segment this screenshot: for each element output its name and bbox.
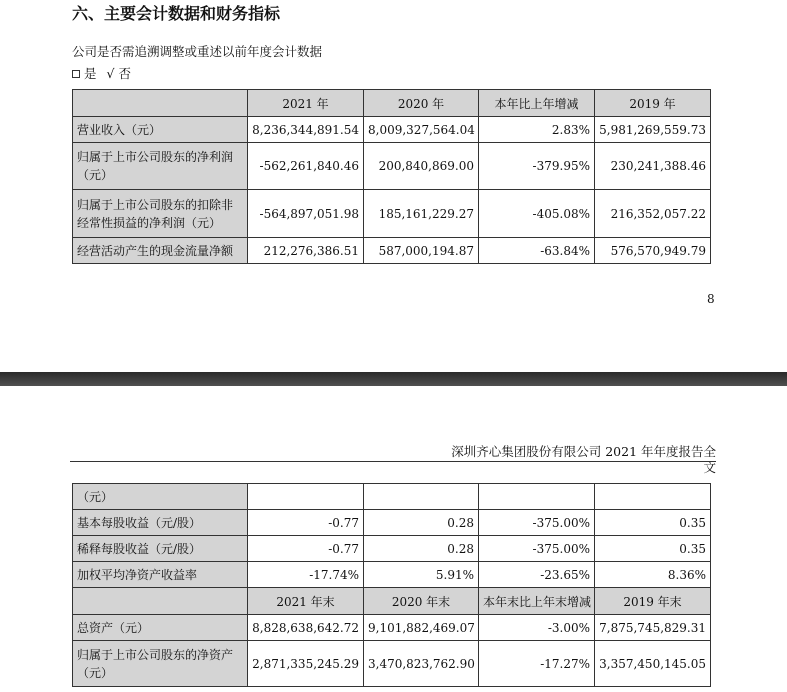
table-cell: 0.35 bbox=[595, 510, 711, 536]
header-cell: 本年比上年增减 bbox=[479, 90, 595, 117]
table-cell: 0.28 bbox=[364, 510, 479, 536]
table-cell: -63.84% bbox=[479, 238, 595, 264]
running-header: 深圳齐心集团股份有限公司 2021 年年度报告全文 bbox=[451, 444, 716, 475]
table-row bbox=[73, 143, 711, 190]
table-cell: 2,871,335,245.29 bbox=[248, 641, 364, 687]
table-row bbox=[73, 536, 711, 562]
row-label: 总资产（元） bbox=[73, 615, 248, 641]
row-label: 归属于上市公司股东的净资产（元） bbox=[73, 641, 248, 687]
table-cell: -564,897,051.98 bbox=[248, 190, 364, 238]
header-cell: 2021 年末 bbox=[248, 588, 364, 615]
table-cell: -375.00% bbox=[479, 510, 595, 536]
key-financials-table bbox=[72, 89, 711, 264]
table-row bbox=[73, 615, 711, 641]
header-cell: 2021 年 bbox=[248, 90, 364, 117]
header-rule bbox=[70, 461, 716, 462]
restate-options bbox=[72, 66, 131, 82]
table-cell: -17.27% bbox=[479, 641, 595, 687]
row-label: 归属于上市公司股东的净利润（元） bbox=[73, 143, 248, 190]
row-label: 加权平均净资产收益率 bbox=[73, 562, 248, 588]
header-cell: 2020 年 bbox=[364, 90, 479, 117]
row-label: 经营活动产生的现金流量净额 bbox=[73, 238, 248, 264]
check-mark-icon: √ bbox=[106, 66, 115, 81]
table-cell: 3,357,450,145.05 bbox=[595, 641, 711, 687]
page-divider bbox=[0, 372, 787, 386]
restate-question: 公司是否需追溯调整或重述以前年度会计数据 bbox=[72, 44, 323, 59]
table-cell: 5.91% bbox=[364, 562, 479, 588]
row-label: 基本每股收益（元/股） bbox=[73, 510, 248, 536]
table-cell: -0.77 bbox=[248, 510, 364, 536]
section-title: 六、主要会计数据和财务指标 bbox=[72, 4, 281, 23]
table-cell: 0.35 bbox=[595, 536, 711, 562]
table-cell: 200,840,869.00 bbox=[364, 143, 479, 190]
header-cell bbox=[73, 90, 248, 117]
table-cell: 7,875,745,829.31 bbox=[595, 615, 711, 641]
row-label: 归属于上市公司股东的扣除非经常性损益的净利润（元） bbox=[73, 190, 248, 238]
table-cell: 212,276,386.51 bbox=[248, 238, 364, 264]
header-cell: 本年末比上年末增减 bbox=[479, 588, 595, 615]
header-cell: 2019 年末 bbox=[595, 588, 711, 615]
table-header-row bbox=[73, 588, 711, 615]
table-cell: 0.28 bbox=[364, 536, 479, 562]
page-number: 8 bbox=[707, 292, 715, 306]
table-cell: 5,981,269,559.73 bbox=[595, 117, 711, 143]
table-cell: 3,470,823,762.90 bbox=[364, 641, 479, 687]
checkbox-yes[interactable] bbox=[72, 70, 80, 78]
table-cell: -23.65% bbox=[479, 562, 595, 588]
table-row bbox=[73, 562, 711, 588]
table-header-row bbox=[73, 90, 711, 117]
table-row bbox=[73, 484, 711, 510]
table-cell: -379.95% bbox=[479, 143, 595, 190]
header-cell: 2020 年末 bbox=[364, 588, 479, 615]
row-label: 营业收入（元） bbox=[73, 117, 248, 143]
table-cell: 8,009,327,564.04 bbox=[364, 117, 479, 143]
table-cell: 576,570,949.79 bbox=[595, 238, 711, 264]
option-yes-label: 是 bbox=[84, 66, 97, 81]
table-cell: -0.77 bbox=[248, 536, 364, 562]
table-cell bbox=[248, 484, 364, 510]
table-cell: -375.00% bbox=[479, 536, 595, 562]
table-cell bbox=[595, 484, 711, 510]
table-cell: -3.00% bbox=[479, 615, 595, 641]
table-cell bbox=[479, 484, 595, 510]
row-label: 稀释每股收益（元/股） bbox=[73, 536, 248, 562]
table-row bbox=[73, 117, 711, 143]
table-cell bbox=[364, 484, 479, 510]
option-no-label: 否 bbox=[118, 66, 131, 81]
table-cell: -562,261,840.46 bbox=[248, 143, 364, 190]
table-cell: 8,236,344,891.54 bbox=[248, 117, 364, 143]
table-cell: 230,241,388.46 bbox=[595, 143, 711, 190]
table-row bbox=[73, 510, 711, 536]
table-row bbox=[73, 238, 711, 264]
per-share-table bbox=[72, 483, 711, 687]
table-cell: 8.36% bbox=[595, 562, 711, 588]
table-row bbox=[73, 641, 711, 687]
table-cell: 587,000,194.87 bbox=[364, 238, 479, 264]
table-cell: -405.08% bbox=[479, 190, 595, 238]
table-cell: 2.83% bbox=[479, 117, 595, 143]
header-cell: 2019 年 bbox=[595, 90, 711, 117]
table-cell: 9,101,882,469.07 bbox=[364, 615, 479, 641]
header-cell bbox=[73, 588, 248, 615]
row-label: （元） bbox=[73, 484, 248, 510]
table-cell: 8,828,638,642.72 bbox=[248, 615, 364, 641]
table-cell: 216,352,057.22 bbox=[595, 190, 711, 238]
table-cell: -17.74% bbox=[248, 562, 364, 588]
table-row bbox=[73, 190, 711, 238]
table-cell: 185,161,229.27 bbox=[364, 190, 479, 238]
